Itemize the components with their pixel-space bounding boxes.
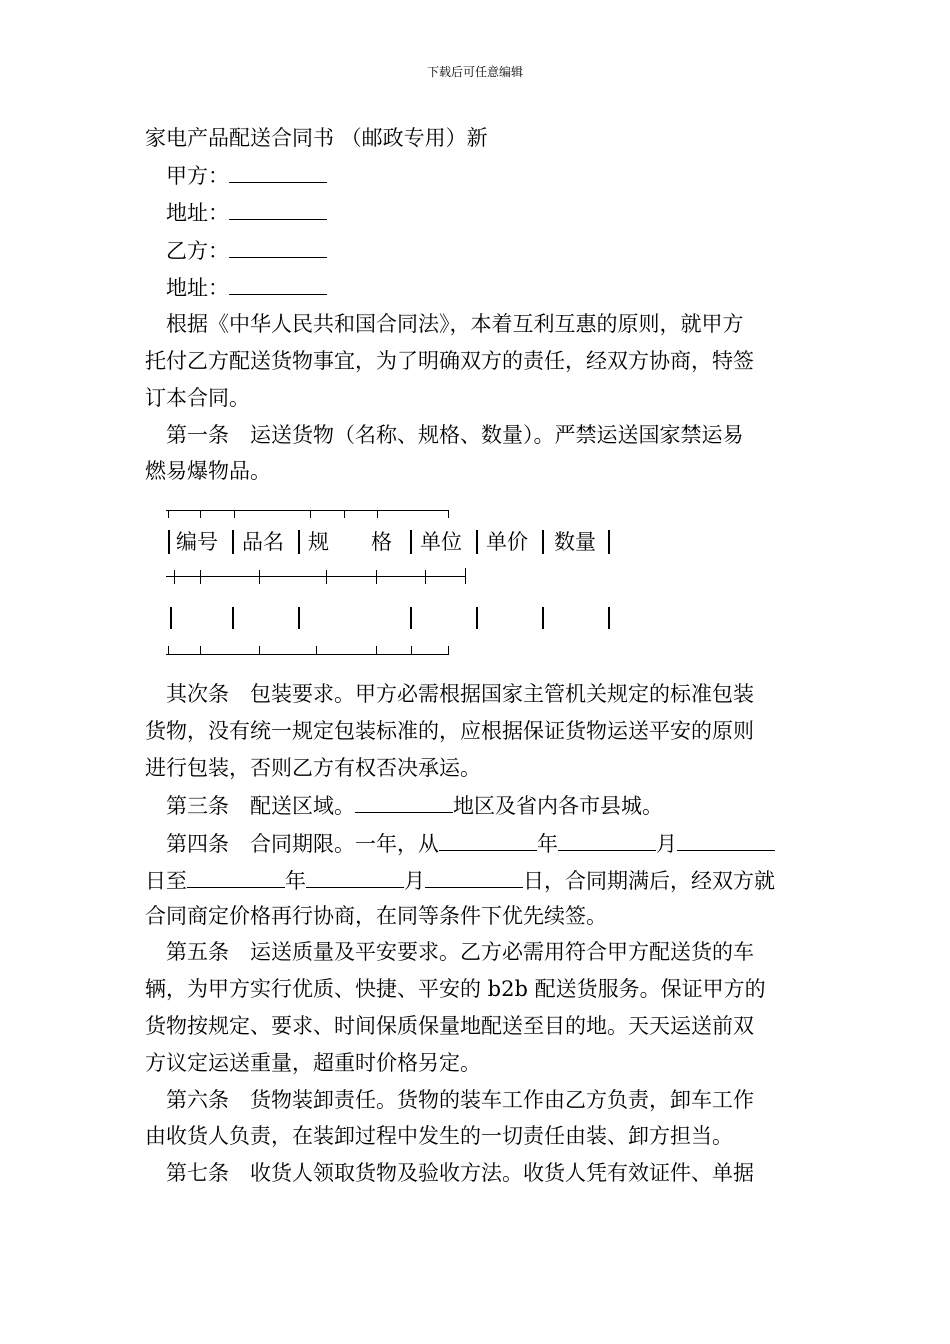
party-b-line (166, 235, 327, 265)
preamble-line-2: 托付乙方配送货物事宜，为了明确双方的责任，经双方协商，特签 (145, 349, 754, 373)
article-1-line-1: 第一条 运送货物（名称、规格、数量）。严禁运送国家禁运易 (166, 423, 744, 447)
table-tick (376, 646, 377, 655)
table-col-divider (298, 530, 300, 554)
table-tick (168, 510, 169, 518)
table-top-border (166, 510, 449, 511)
month-label: 月 (656, 832, 677, 856)
article-2-line-3: 进行包装，否则乙方有权否决承运。 (145, 756, 481, 780)
party-a-address-blank[interactable] (229, 197, 327, 220)
day-end-label: 日，合同期满后，经双方就 (523, 869, 775, 893)
document-title: 家电产品配送合同书 （邮政专用）新 (145, 126, 488, 150)
party-a-label: 甲方： (166, 164, 229, 188)
article-3-line (166, 790, 663, 820)
start-day-blank[interactable] (677, 828, 775, 851)
table-col-divider (476, 530, 478, 554)
table-col-divider (608, 530, 610, 554)
table-tick (448, 646, 449, 655)
end-day-blank[interactable] (425, 865, 523, 888)
year-label: 年 (285, 869, 306, 893)
party-b-address-blank[interactable] (229, 272, 327, 295)
article-4-prefix: 第四条 合同期限。一年，从 (166, 832, 439, 856)
article-5-line-1: 第五条 运送质量及平安要求。乙方必需用符合甲方配送货的车 (166, 940, 754, 964)
table-tick (259, 570, 260, 584)
table-tick (448, 510, 449, 518)
year-label: 年 (537, 832, 558, 856)
article-5-line-2: 辆，为甲方实行优质、快捷、平安的 b2b 配送货服务。保证甲方的 (145, 977, 766, 1001)
party-a-line (166, 160, 327, 190)
table-tick (326, 570, 327, 584)
month-label: 月 (404, 869, 425, 893)
day-to-label: 日至 (145, 869, 187, 893)
table-col-divider (170, 607, 172, 629)
table-tick (234, 510, 235, 518)
region-blank[interactable] (355, 790, 453, 813)
table-tick (200, 570, 201, 584)
table-tick (425, 570, 426, 584)
party-b-address-label: 地址： (166, 276, 229, 300)
article-6-line-2: 由收货人负责，在装卸过程中发生的一切责任由装、卸方担当。 (145, 1124, 733, 1148)
table-tick (377, 510, 378, 518)
article-6-line-1: 第六条 货物装卸责任。货物的装车工作由乙方负责，卸车工作 (166, 1088, 754, 1112)
article-4-line-2 (145, 865, 775, 895)
table-col-divider (542, 607, 544, 629)
table-header-cell: 单位 (420, 530, 462, 554)
party-a-blank[interactable] (229, 160, 327, 183)
article-1-line-2: 燃易爆物品。 (145, 459, 271, 483)
table-col-divider (542, 530, 544, 554)
table-tick (376, 570, 377, 584)
table-tick (411, 646, 412, 655)
table-tick (200, 646, 201, 655)
table-col-divider (298, 607, 300, 629)
table-col-divider (410, 607, 412, 629)
table-tick (316, 646, 317, 655)
table-header-cell: 编号 (176, 530, 218, 554)
table-col-divider (476, 607, 478, 629)
article-3-prefix: 第三条 配送区域。 (166, 794, 355, 818)
article-2-line-2: 货物，没有统一规定包装标准的，应根据保证货物运送平安的原则 (145, 719, 754, 743)
table-col-divider (232, 530, 234, 554)
table-mid-border (166, 576, 466, 577)
page-header-note: 下载后可任意编辑 (426, 65, 523, 79)
article-4-line-1 (166, 828, 775, 858)
table-tick (200, 510, 201, 518)
preamble-line-3: 订本合同。 (145, 386, 250, 410)
table-tick (168, 646, 169, 655)
party-a-address-label: 地址： (166, 201, 229, 225)
table-tick (174, 570, 175, 584)
table-col-divider (232, 607, 234, 629)
article-4-line-3: 合同商定价格再行协商，在同等条件下优先续签。 (145, 904, 607, 928)
party-b-address-line (166, 272, 327, 302)
start-year-blank[interactable] (439, 828, 537, 851)
article-5-line-4: 方议定运送重量，超重时价格另定。 (145, 1051, 481, 1075)
table-tick (465, 568, 466, 584)
table-col-divider (608, 607, 610, 629)
table-header-cell: 品名 (242, 530, 284, 554)
table-bottom-border (166, 654, 449, 655)
table-col-divider (410, 530, 412, 554)
table-tick (344, 510, 345, 518)
end-year-blank[interactable] (187, 865, 285, 888)
party-b-label: 乙方： (166, 239, 229, 263)
table-header-cell: 规 格 (308, 530, 392, 554)
article-5-line-3: 货物按规定、要求、时间保质保量地配送至目的地。天天运送前双 (145, 1014, 754, 1038)
preamble-line-1: 根据《中华人民共和国合同法》，本着互利互惠的原则，就甲方 (166, 312, 744, 336)
party-b-blank[interactable] (229, 235, 327, 258)
party-a-address-line (166, 197, 327, 227)
end-month-blank[interactable] (306, 865, 404, 888)
table-tick (259, 646, 260, 655)
table-header-cell: 单价 (486, 530, 528, 554)
article-3-suffix: 地区及省内各市县城。 (453, 794, 663, 818)
table-tick (310, 510, 311, 518)
table-col-divider (168, 530, 170, 554)
article-2-line-1: 其次条 包装要求。甲方必需根据国家主管机关规定的标准包装 (166, 682, 754, 706)
article-7-line-1: 第七条 收货人领取货物及验收方法。收货人凭有效证件、单据 (166, 1161, 754, 1185)
start-month-blank[interactable] (558, 828, 656, 851)
goods-table (166, 502, 626, 662)
table-header-cell: 数量 (554, 530, 596, 554)
